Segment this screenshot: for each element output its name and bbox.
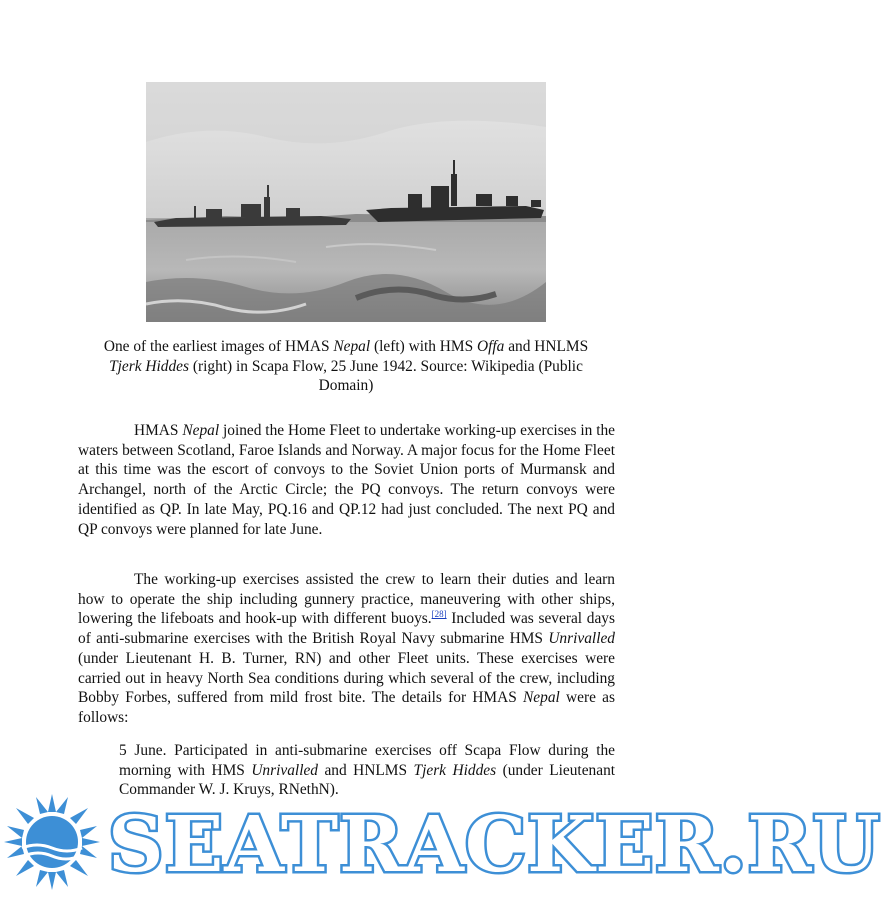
watermark-text: SEATRACKER.RU — [108, 800, 881, 890]
paragraph-working-up-exercises: The working-up exercises assisted the crew to learn their duties and learn how to operate the ship including gunnery practice, maneuvering with other ships, lowering the lifeboats and hook-up with different buoys.[28] Included was several days of anti-submarine exercises with the British Royal Navy submarine HMS Unrivalled (under Lieutenant H. B. Turner, RN) and other Fleet units. These exercises were carried out in heavy North Sea conditions during which several of the crew, including Bobby Forbes, suffered from mild frost bite. The details for HMAS Nepal were as follows: — [78, 571, 615, 726]
footnote-link[interactable]: [28] — [431, 609, 447, 620]
ship-photograph — [146, 82, 546, 322]
paragraph-home-fleet: HMAS Nepal joined the Home Fleet to undertake working-up exercises in the waters between Scotland, Faroe Islands and Norway. A major focus for the Home Fleet at this time was the escort of convoys to the Soviet Union ports of Murmansk and Archangel, north of the Arctic Circle; the PQ convoys. The return convoys were identified as QP. In late May, PQ.16 and QP.12 had just concluded. The next PQ and QP convoys were planned for late June. — [78, 422, 615, 538]
paragraph-5-june-entry: 5 June. Participated in anti-submarine exercises off Scapa Flow during the morning with HMS Unrivalled and HNLMS Tjerk Hiddes (under Lieutenant Commander W. J. Kruys, RNethN). — [119, 742, 616, 799]
figure-caption: One of the earliest images of HMAS Nepal (left) with HMS Offa and HNLMS Tjerk Hiddes (right) in Scapa Flow, 25 June 1942. Source: Wikipedia (Public Domain) — [103, 338, 589, 395]
